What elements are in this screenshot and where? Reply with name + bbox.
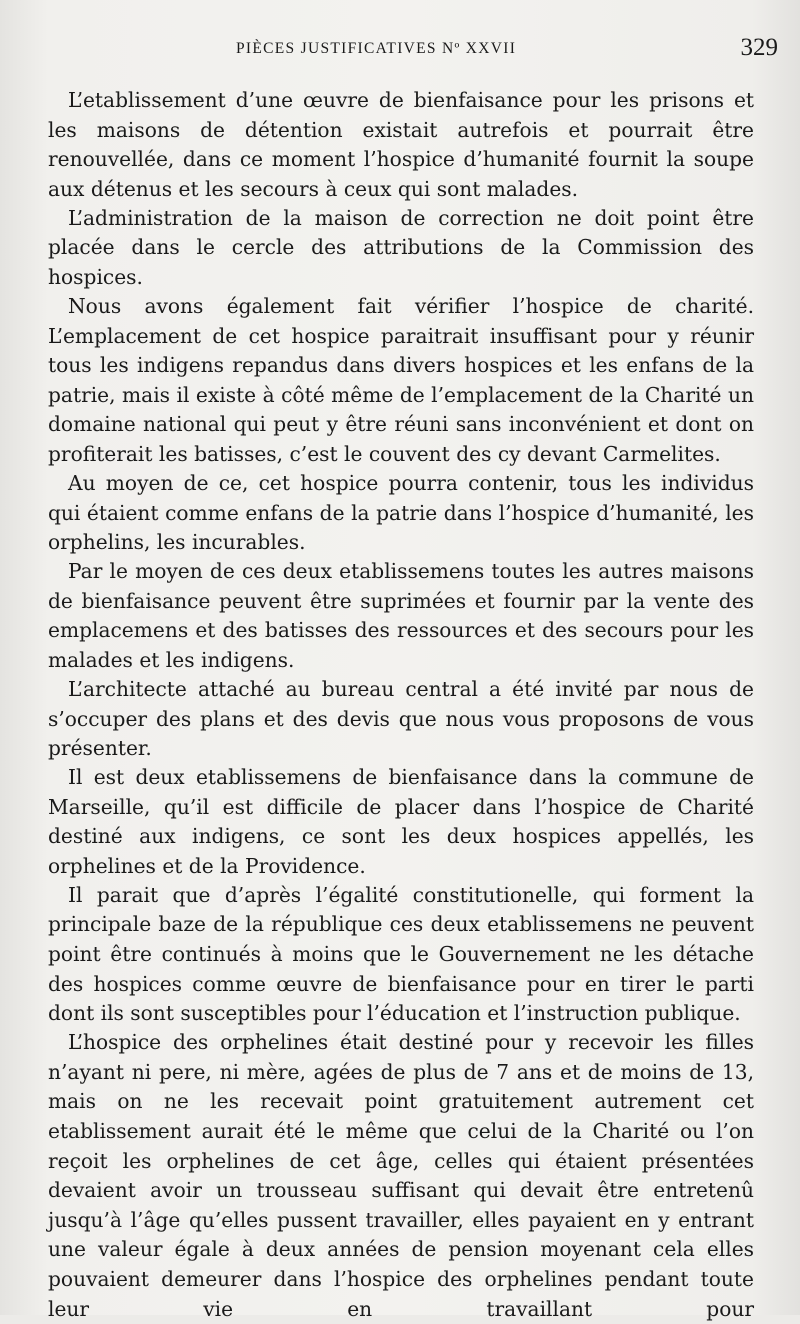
- paragraph: Par le moyen de ces deux etablissemens toutes les autres maisons de bienfaisance peuvent être suprimées et fournir par la vente des emplacemens et des batisses des ressources et des secours pour les malades et les indigens.: [48, 559, 754, 672]
- running-title: PIÈCES JUSTIFICATIVES Nº XXVII: [236, 40, 517, 57]
- paragraph: L’hospice des orphelines était destiné pour y recevoir les filles n’ayant ni pere, ni mère, agées de plus de 7 ans et de moins de 13, mais on ne les recevait point gratuitement autrement cet etablissement aurait été le même que celui de la Charité ou l’on reçoit les orphelines de cet âge, celles qui étaient présentées devaient avoir un trousseau suffisant qui devait être entretenû jusqu’à l’âge qu’elles pussent travailler, elles payaient en y entrant une valeur égale à deux années de pension moyenant cela elles pouvaient demeurer dans l’hospice des orphelines pendant toute leur vie en travaillant pour: [48, 1030, 754, 1321]
- paragraph: Il parait que d’après l’égalité constitutionelle, qui forment la principale baze de la république ces deux etablissemens ne peuvent point être continués à moins que le Gouvernement ne les détache des hospices comme œuvre de bienfaisance pour en tirer le parti dont ils sont susceptibles pour l’éducation et l’instruction publique.: [48, 882, 754, 1026]
- page-header: [48, 34, 778, 66]
- paragraph: L’etablissement d’une œuvre de bienfaisance pour les prisons et les maisons de détention existait autrefois et pourrait être renouvellée, dans ce moment l’hospice d’humanité fournit la soupe aux détenus et les secours à ceux qui sont malades.: [48, 88, 754, 201]
- paragraph: Il est deux etablissemens de bienfaisance dans la commune de Marseille, qu’il est difficile de placer dans l’hospice de Charité destiné aux indigens, ce sont les deux hospices appellés, les orphelines et de la Providence.: [48, 765, 754, 878]
- paragraph: L’administration de la maison de correction ne doit point être placée dans le cercle des attributions de la Commission des hospices.: [48, 205, 754, 289]
- paragraph: Nous avons également fait vérifier l’hospice de charité. L’emplacement de cet hospice paraitrait insuffisant pour y réunir tous les indigens repandus dans divers hospices et les enfans de la patrie, mais il existe à côté même de l’emplacement de la Charité un domaine national qui peut y être réuni sans inconvénient et dont on profiterait les batisses, c’est le couvent des cy devant Carmelites.: [48, 293, 754, 466]
- body-text: [48, 86, 754, 1324]
- paragraph: L’architecte attaché au bureau central a été invité par nous de s’occuper des plans et des devis que nous vous proposons de vous présenter.: [48, 676, 754, 761]
- page-number: 329: [740, 34, 778, 61]
- paragraph: Au moyen de ce, cet hospice pourra contenir, tous les individus qui étaient comme enfans de la patrie dans l’hospice d’humanité, les orphelins, les incurables.: [48, 470, 754, 555]
